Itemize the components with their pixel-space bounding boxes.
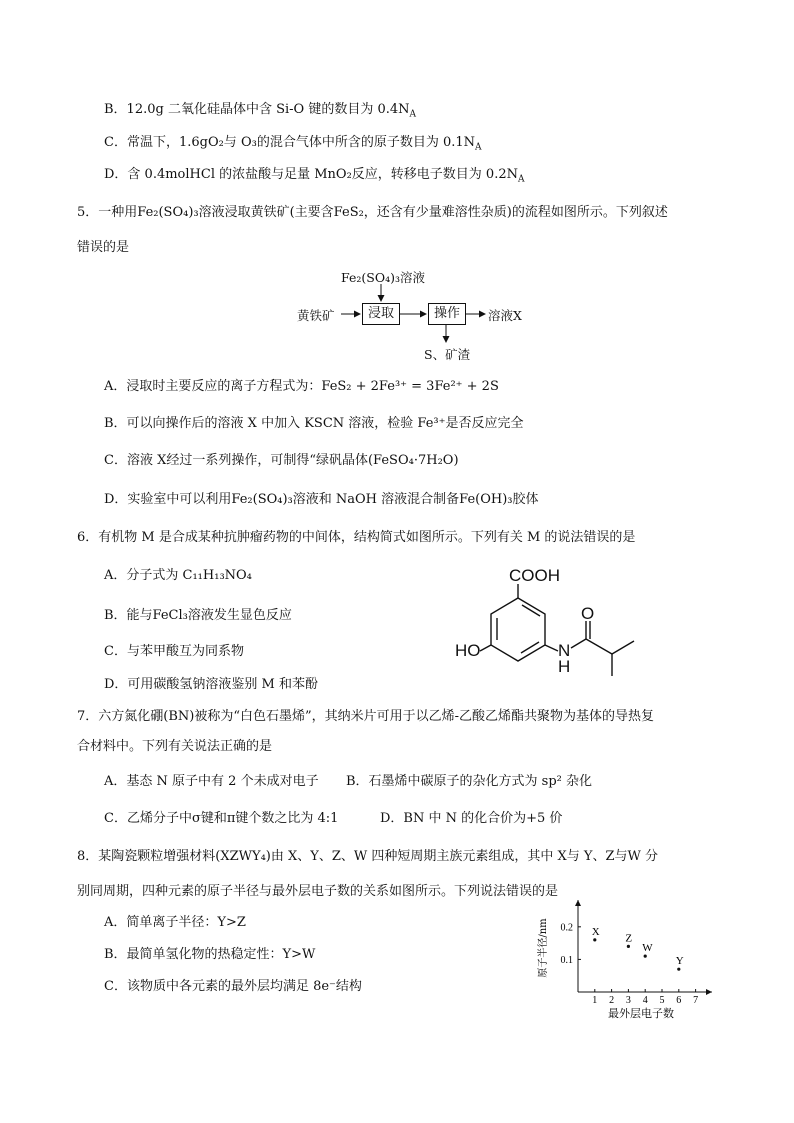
data-point-z: [627, 945, 630, 948]
q8-option-a: A．简单离子半径：Y>Z: [104, 915, 246, 930]
point-label-w: W: [642, 942, 653, 955]
data-point-y: [677, 968, 680, 971]
struct-cooh: COOH: [509, 566, 560, 585]
q7-stem-line1: 7．六方氮化硼(BN)被称为“白色石墨烯”，其纳米片可用于以乙烯-乙酸乙烯酯共聚物为基体的导热复: [77, 709, 655, 724]
q8-stem-line2: 别同周期，四种元素的原子半径与最外层电子数的关系如图所示。下列说法错误的是: [77, 884, 559, 899]
q6-option-d: D．可用碳酸氢钠溶液鉴别 M 和苯酚: [104, 677, 318, 692]
q8-scatter-chart: [530, 900, 730, 1025]
q7-option-c: C．乙烯分子中σ键和π键个数之比为 4:1: [104, 811, 339, 826]
x-tick-label: 7: [693, 995, 699, 1006]
point-label-x: X: [591, 925, 600, 938]
q8-stem-line1: 8．某陶瓷颗粒增强材料(XZWY₄)由 X、Y、Z、W 四种短周期主族元素组成，其中 X与 Y、Z与W 分: [77, 849, 658, 864]
x-tick-label: 4: [642, 995, 648, 1006]
x-axis-arrow: [706, 989, 712, 995]
y-tick-label: 0.1: [560, 954, 573, 966]
point-label-y: Y: [675, 955, 684, 968]
q7-option-d: D．BN 中 N 的化合价为+5 价: [380, 811, 563, 826]
x-axis-label: 最外层电子数: [608, 1007, 674, 1020]
point-label-z: Z: [625, 932, 633, 945]
q6-option-c: C．与苯甲酸互为同系物: [104, 644, 244, 659]
q4-option-d: D．含 0.4molHCl 的浓盐酸与足量 MnO₂反应，转移电子数目为 $0.2N_A$: [104, 167, 525, 185]
q7-option-b: B．石墨烯中碳原子的杂化方式为 sp² 杂化: [346, 774, 593, 789]
q6-option-b: B．能与FeCl₃溶液发生显色反应: [104, 608, 292, 623]
q4-option-b: B．12.0g 二氧化硅晶体中含 Si-O 键的数目为 $0.4N_A$: [104, 102, 417, 120]
flow-step-operation: 操作: [428, 303, 466, 325]
q8-option-c: C．该物质中各元素的最外层均满足 8e⁻结构: [104, 979, 362, 994]
x-tick-label: 6: [676, 995, 682, 1006]
x-tick-label: 3: [625, 995, 631, 1006]
flow-residue: S、矿渣: [424, 347, 471, 362]
flow-step-leach: 浸取: [362, 303, 400, 325]
q5-option-c: C．溶液 X经过一系列操作，可制得“绿矾晶体(FeSO₄·7H₂O): [104, 453, 459, 468]
y-axis-arrow: [575, 900, 581, 906]
q5-stem-line2: 错误的是: [77, 240, 130, 255]
struct-h: H: [558, 657, 571, 676]
flow-output: 溶液X: [488, 308, 522, 323]
q8-option-b: B．最简单氢化物的热稳定性：Y>W: [104, 947, 316, 962]
q5-stem-line1: 5．一种用Fe₂(SO₄)₃溶液浸取黄铁矿(主要含FeS₂，还含有少量难溶性杂质)的流程如图所示。下列叙述: [77, 205, 668, 220]
q5-option-a: A．浸取时主要反应的离子方程式为：FeS₂ + 2Fe³⁺ = 3Fe²⁺ + 2S: [104, 379, 499, 394]
flow-input: 黄铁矿: [297, 308, 335, 323]
q4-option-c: C．常温下，1.6gO₂与 O₃的混合气体中所含的原子数目为 $0.1N_A$: [104, 135, 482, 153]
q5-option-b: B．可以向操作后的溶液 X 中加入 KSCN 溶液，检验 Fe³⁺是否反应完全: [104, 416, 524, 431]
flow-reagent: Fe₂(SO₄)₃溶液: [341, 270, 425, 285]
y-axis-label: 原子半径/nm: [538, 918, 549, 978]
q6-stem: 6．有机物 M 是合成某种抗肿瘤药物的中间体，结构简式如图所示。下列有关 M 的说法错误的是: [77, 530, 636, 545]
struct-ho: HO: [455, 641, 481, 660]
struct-o: O: [581, 604, 595, 623]
x-tick-label: 2: [609, 995, 615, 1006]
x-tick-label: 5: [659, 995, 665, 1006]
data-point-w: [644, 955, 647, 958]
q6-option-a: A．分子式为 C₁₁H₁₃NO₄: [104, 568, 252, 583]
data-point-x: [593, 938, 596, 941]
q7-option-a: A．基态 N 原子中有 2 个未成对电子: [104, 774, 319, 789]
q7-stem-line2: 合材料中。下列有关说法正确的是: [77, 739, 273, 754]
y-tick-label: 0.2: [560, 922, 573, 934]
q5-option-d: D．实验室中可以利用Fe₂(SO₄)₃溶液和 NaOH 溶液混合制备Fe(OH)₃胶体: [104, 492, 539, 507]
x-tick-label: 1: [592, 995, 598, 1006]
struct-n: N: [558, 641, 571, 660]
